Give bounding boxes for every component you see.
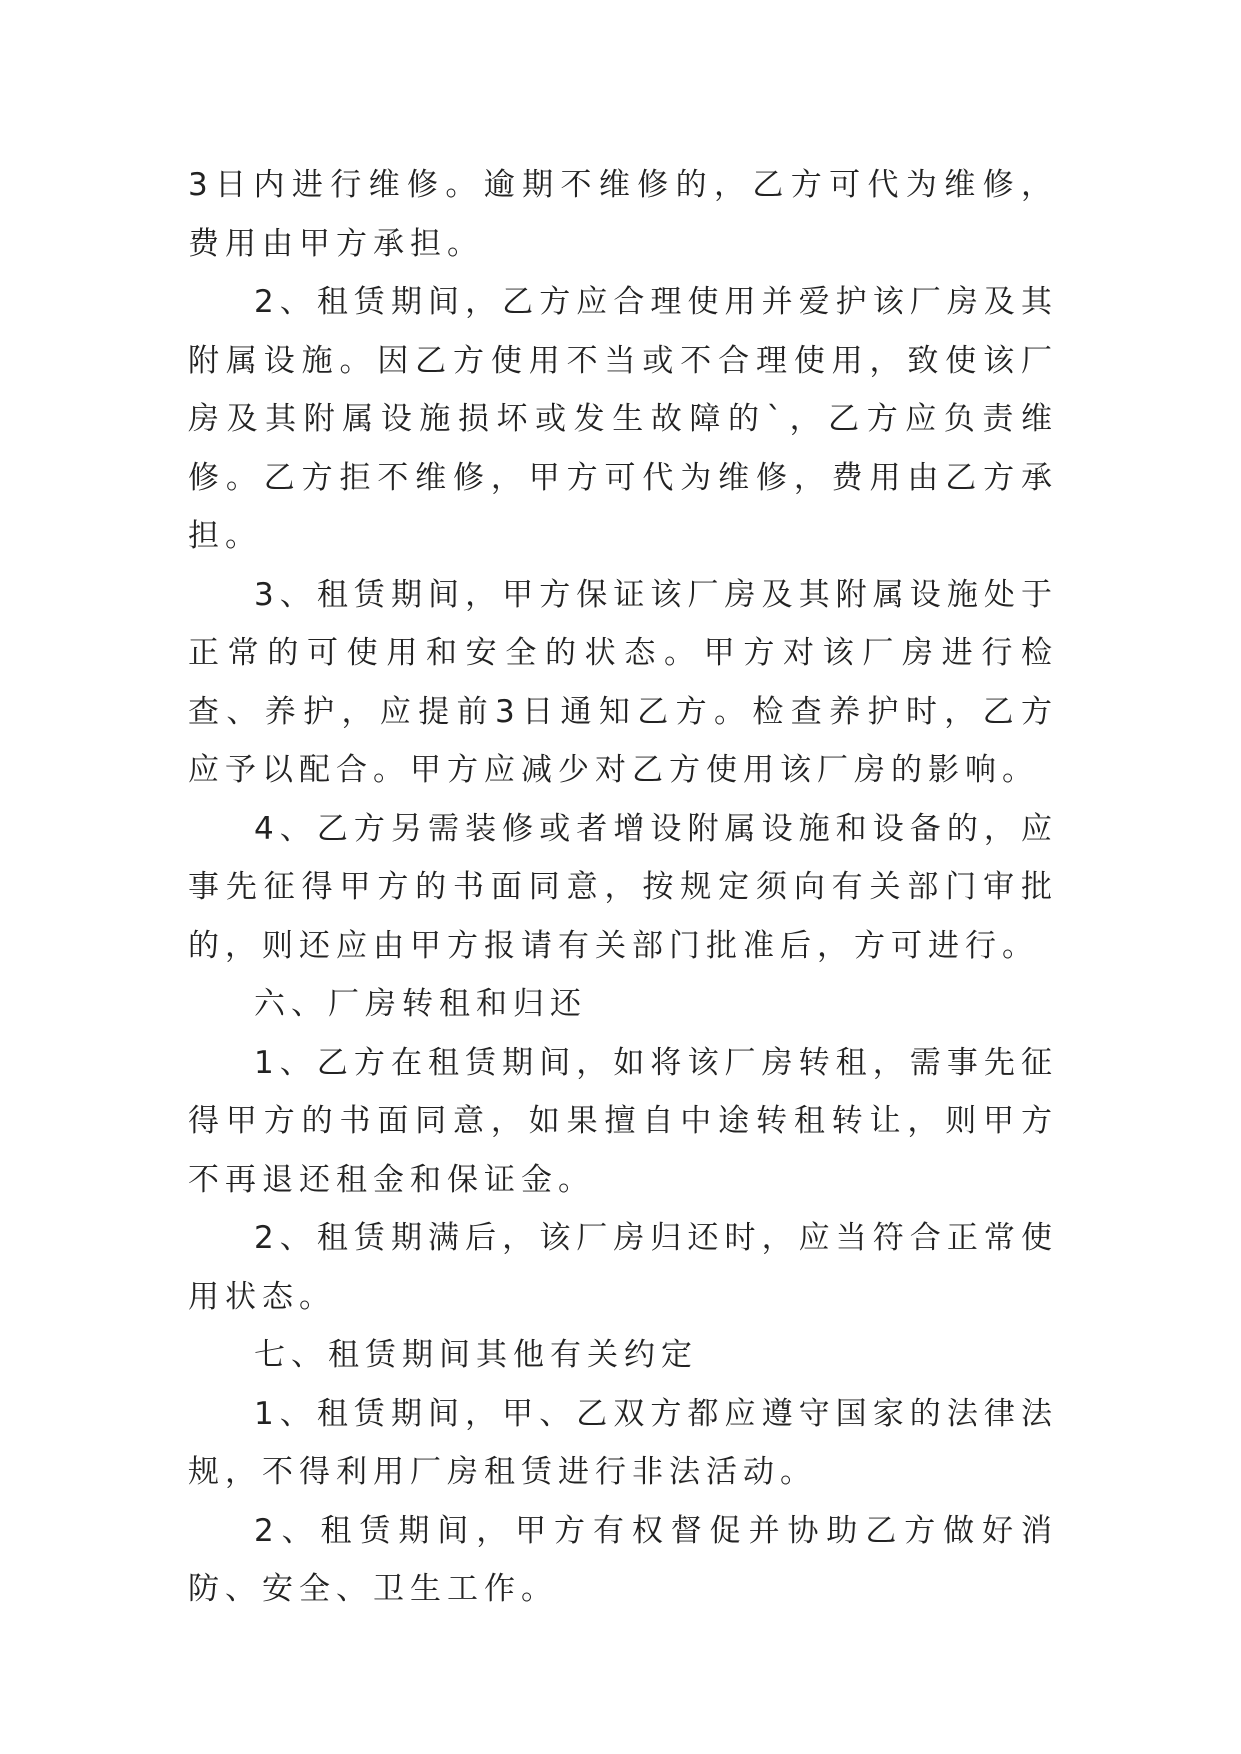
paragraph-clause-5-3: 3、租赁期间，甲方保证该厂房及其附属设施处于正常的可使用和安全的状态。甲方对该厂房进行检查、养护，应提前3日通知乙方。检查养护时，乙方应予以配合。甲方应减少对乙方使用该厂房的影响。 <box>188 576 1058 788</box>
paragraph-clause-7-1: 1、租赁期间，甲、乙双方都应遵守国家的法律法规，不得利用厂房租赁进行非法活动。 <box>188 1395 1058 1490</box>
paragraph-clause-5-4: 4、乙方另需装修或者增设附属设施和设备的，应事先征得甲方的书面同意，按规定须向有关部门审批的，则还应由甲方报请有关部门批准后，方可进行。 <box>188 810 1058 964</box>
paragraph-clause-6-2: 2、租赁期满后，该厂房归还时，应当符合正常使用状态。 <box>188 1220 1058 1315</box>
document-body <box>188 156 1058 1619</box>
section-heading-7: 七、租赁期间其他有关约定 <box>254 1337 698 1373</box>
paragraph-clause-7-2: 2、租赁期间，甲方有权督促并协助乙方做好消防、安全、卫生工作。 <box>188 1512 1058 1607</box>
paragraph-clause-6-1: 1、乙方在租赁期间，如将该厂房转租，需事先征得甲方的书面同意，如果擅自中途转租转让，则甲方不再退还租金和保证金。 <box>188 1044 1058 1198</box>
paragraph-continuation: 3日内进行维修。逾期不维修的，乙方可代为维修，费用由甲方承担。 <box>188 167 1058 262</box>
paragraph-clause-5-2: 2、租赁期间，乙方应合理使用并爱护该厂房及其附属设施。因乙方使用不当或不合理使用，致使该厂房及其附属设施损坏或发生故障的`，乙方应负责维修。乙方拒不维修，甲方可代为维修，费用由乙方承担。 <box>188 284 1058 554</box>
section-heading-6: 六、厂房转租和归还 <box>254 986 587 1022</box>
